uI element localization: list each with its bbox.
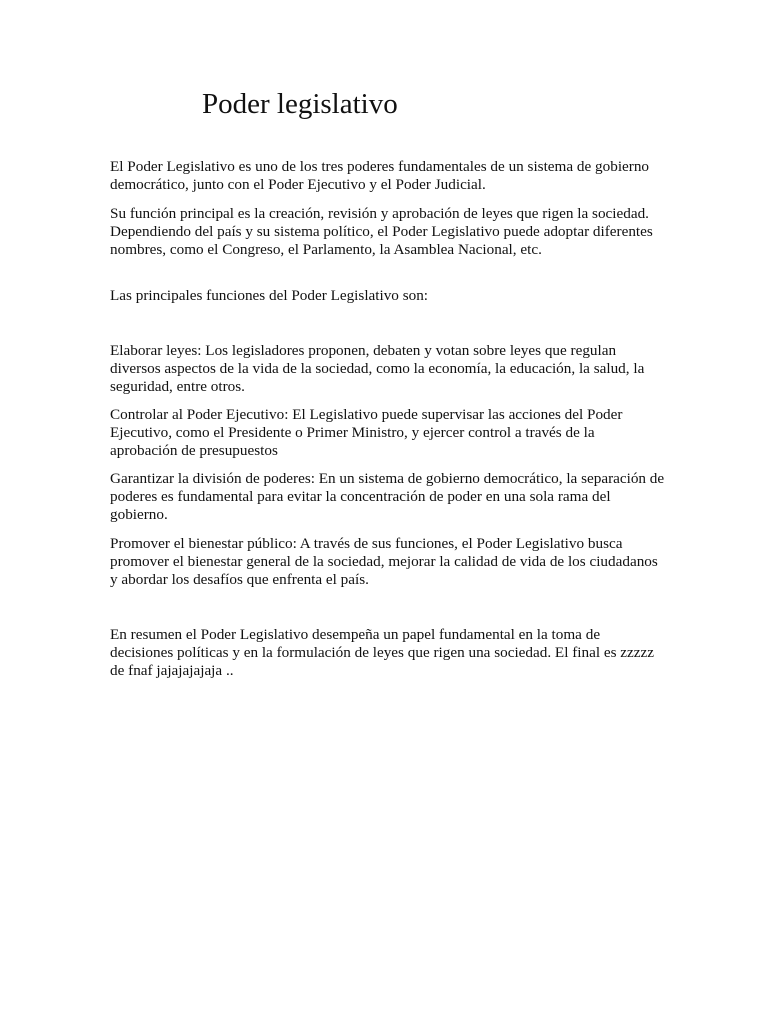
intro-paragraph: El Poder Legislativo es uno de los tres poderes fundamentales de un sistema de gobierno democrático, junto con el Poder Ejecutivo y el Poder Judicial. (110, 158, 650, 194)
function-item-controlar-ejecutivo: Controlar al Poder Ejecutivo: El Legislativo puede supervisar las acciones del Poder Ejecutivo, como el Presidente o Primer Ministro, y ejercer control a través de la aprobación de presupuestos (110, 406, 623, 460)
page-title: Poder legislativo (202, 88, 398, 120)
function-item-division-poderes: Garantizar la división de poderes: En un sistema de gobierno democrático, la separación de poderes es fundamental para evitar la concentración de poder en una sola rama del gobierno. (110, 470, 665, 524)
function-paragraph: Su función principal es la creación, revisión y aprobación de leyes que rigen la sociedad. Dependiendo del país y su sistema político, el Poder Legislativo puede adoptar diferentes nombres, como el Congreso, el Parlamento, la Asamblea Nacional, etc. (110, 205, 653, 259)
function-item-bienestar-publico: Promover el bienestar público: A través de sus funciones, el Poder Legislativo busca promover el bienestar general de la sociedad, mejorar la calidad de vida de los ciudadanos y abordar los desafíos que enfrenta el país. (110, 535, 658, 589)
functions-heading-paragraph: Las principales funciones del Poder Legislativo son: (110, 287, 429, 304)
summary-paragraph: En resumen el Poder Legislativo desempeña un papel fundamental en la toma de decisiones políticas y en la formulación de leyes que rigen una sociedad. El final es zzzzz de fnaf jajajajajaja .. (110, 626, 655, 680)
function-item-elaborar-leyes: Elaborar leyes: Los legisladores proponen, debaten y votan sobre leyes que regulan diversos aspectos de la vida de la sociedad, como la economía, la educación, la salud, la seguridad, entre otros. (110, 342, 645, 396)
